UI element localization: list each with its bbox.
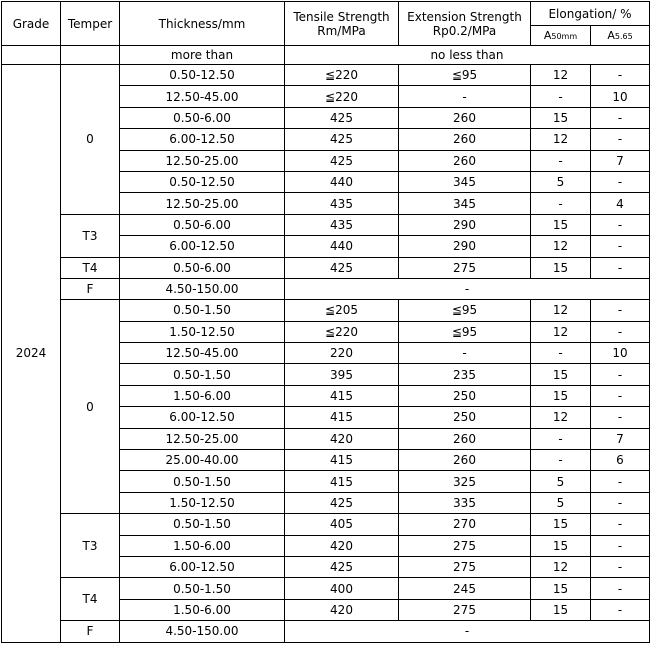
a565-main: A [607,28,615,42]
temper-cell: F [61,278,120,299]
thickness-cell: 0.50-6.00 [120,107,285,128]
tensile-cell: 420 [285,599,399,620]
a565-header [591,26,650,46]
thickness-cell: 12.50-25.00 [120,193,285,214]
a50-cell: 15 [531,578,591,599]
a565-cell: - [591,535,650,556]
thickness-cell: 0.50-1.50 [120,364,285,385]
a50-cell: 12 [531,556,591,577]
tensile-cell: 435 [285,193,399,214]
extension-cell: 245 [399,578,531,599]
thickness-cell: 1.50-12.50 [120,492,285,513]
temper-cell: T4 [61,257,120,278]
tensile-header-line2: Rm/MPa [317,23,366,38]
tensile-cell: 440 [285,171,399,192]
a50-cell: 12 [531,65,591,86]
extension-cell: 275 [399,257,531,278]
extension-cell: 290 [399,214,531,235]
a565-cell: - [591,129,650,150]
a50-cell: 5 [531,471,591,492]
grade-header: Grade [2,2,61,46]
tensile-header [285,2,399,46]
thickness-cell: 1.50-12.50 [120,321,285,342]
a50-sub: 50mm [551,31,578,41]
a565-cell: - [591,65,650,86]
a50-cell: 15 [531,364,591,385]
thickness-cell: 0.50-12.50 [120,65,285,86]
thickness-cell: 12.50-45.00 [120,86,285,107]
a50-cell: 15 [531,107,591,128]
tensile-cell: 415 [285,385,399,406]
a565-cell: - [591,492,650,513]
no-less-than-label: no less than [285,46,650,65]
a50-cell: 15 [531,599,591,620]
tensile-cell: 440 [285,236,399,257]
a50-cell: 15 [531,514,591,535]
a565-cell: - [591,407,650,428]
a50-cell: 15 [531,385,591,406]
a50-cell: 12 [531,236,591,257]
a50-cell: 5 [531,492,591,513]
extension-cell: 260 [399,129,531,150]
extension-cell: 235 [399,364,531,385]
a565-cell: - [591,257,650,278]
a50-cell: - [531,193,591,214]
a50-main: A [543,28,552,42]
tensile-cell: 435 [285,214,399,235]
temper-cell: 0 [61,300,120,514]
temper-header: Temper [61,2,120,46]
a565-sub: 5.65 [614,31,633,41]
a565-cell: - [591,514,650,535]
a565-cell: 6 [591,450,650,471]
a50-cell: 15 [531,535,591,556]
a565-cell: - [591,236,650,257]
a50-cell: 12 [531,300,591,321]
alloy-properties-table [1,1,650,643]
a565-cell: - [591,300,650,321]
tensile-cell: 415 [285,471,399,492]
tensile-cell: ≦220 [285,321,399,342]
temper-cell: F [61,621,120,642]
a565-cell: - [591,385,650,406]
thickness-cell: 1.50-6.00 [120,385,285,406]
thickness-cell: 0.50-1.50 [120,300,285,321]
thickness-cell: 0.50-6.00 [120,257,285,278]
a565-cell: 4 [591,193,650,214]
a50-cell: 15 [531,214,591,235]
grade-header-blank [2,46,61,65]
extension-cell: 275 [399,556,531,577]
thickness-cell: 12.50-45.00 [120,343,285,364]
tensile-cell: 425 [285,257,399,278]
a565-cell: - [591,321,650,342]
temper-cell: 0 [61,65,120,215]
tensile-cell: ≦205 [285,300,399,321]
a565-cell: - [591,578,650,599]
a50-cell: - [531,150,591,171]
extension-cell: 260 [399,428,531,449]
thickness-cell: 25.00-40.00 [120,450,285,471]
thickness-cell: 12.50-25.00 [120,428,285,449]
thickness-cell: 1.50-6.00 [120,599,285,620]
tensile-cell: ≦220 [285,86,399,107]
thickness-cell: 0.50-1.50 [120,471,285,492]
a565-cell: - [591,364,650,385]
tensile-cell: 415 [285,407,399,428]
thickness-cell: 12.50-25.00 [120,150,285,171]
extension-cell: 270 [399,514,531,535]
extension-cell: 290 [399,236,531,257]
thickness-cell: 0.50-1.50 [120,514,285,535]
a50-cell: 12 [531,129,591,150]
temper-cell: T3 [61,214,120,257]
a50-cell: - [531,343,591,364]
a565-cell: - [591,599,650,620]
elongation-header: Elongation/ % [531,2,650,26]
a50-cell: 12 [531,321,591,342]
tensile-cell: 405 [285,514,399,535]
merged-value-cell: - [285,621,650,642]
thickness-cell: 4.50-150.00 [120,621,285,642]
extension-cell: - [399,343,531,364]
extension-cell: 250 [399,385,531,406]
temper-cell: T4 [61,578,120,621]
a50-cell: 15 [531,257,591,278]
a565-cell: 10 [591,86,650,107]
more-than-label: more than [120,46,285,65]
a50-cell: - [531,86,591,107]
thickness-cell: 6.00-12.50 [120,236,285,257]
a565-cell: 7 [591,150,650,171]
tensile-cell: 425 [285,129,399,150]
extension-cell: 250 [399,407,531,428]
extension-cell: 345 [399,171,531,192]
a50-cell: - [531,428,591,449]
a565-cell: 7 [591,428,650,449]
extension-cell: ≦95 [399,300,531,321]
a565-cell: - [591,214,650,235]
a565-cell: - [591,107,650,128]
thickness-cell: 4.50-150.00 [120,278,285,299]
thickness-cell: 1.50-6.00 [120,535,285,556]
tensile-cell: 425 [285,556,399,577]
tensile-cell: 425 [285,492,399,513]
a50-cell: 5 [531,171,591,192]
extension-cell: 275 [399,599,531,620]
merged-value-cell: - [285,278,650,299]
extension-cell: ≦95 [399,321,531,342]
extension-cell: - [399,86,531,107]
extension-cell: 260 [399,150,531,171]
tensile-cell: 425 [285,150,399,171]
thickness-cell: 6.00-12.50 [120,129,285,150]
extension-header-line1: Extension Strength [407,9,522,24]
a565-cell: - [591,471,650,492]
extension-cell: 260 [399,450,531,471]
tensile-cell: ≦220 [285,65,399,86]
extension-cell: 275 [399,535,531,556]
thickness-cell: 6.00-12.50 [120,407,285,428]
temper-header-blank [61,46,120,65]
tensile-header-line1: Tensile Strength [293,9,390,24]
extension-header [399,2,531,46]
thickness-cell: 6.00-12.50 [120,556,285,577]
extension-cell: 260 [399,107,531,128]
tensile-cell: 220 [285,343,399,364]
a50-cell: 12 [531,407,591,428]
grade-cell: 2024 [2,65,61,643]
tensile-cell: 425 [285,107,399,128]
thickness-header: Thickness/mm [120,2,285,46]
thickness-cell: 0.50-6.00 [120,214,285,235]
extension-header-line2: Rp0.2/MPa [432,23,497,38]
tensile-cell: 420 [285,428,399,449]
thickness-cell: 0.50-1.50 [120,578,285,599]
extension-cell: 325 [399,471,531,492]
a50-header [531,26,591,46]
extension-cell: ≦95 [399,65,531,86]
tensile-cell: 395 [285,364,399,385]
a565-cell: - [591,171,650,192]
tensile-cell: 415 [285,450,399,471]
thickness-cell: 0.50-12.50 [120,171,285,192]
a50-cell: - [531,450,591,471]
temper-cell: T3 [61,514,120,578]
tensile-cell: 400 [285,578,399,599]
extension-cell: 345 [399,193,531,214]
a565-cell: - [591,556,650,577]
extension-cell: 335 [399,492,531,513]
a565-cell: 10 [591,343,650,364]
tensile-cell: 420 [285,535,399,556]
